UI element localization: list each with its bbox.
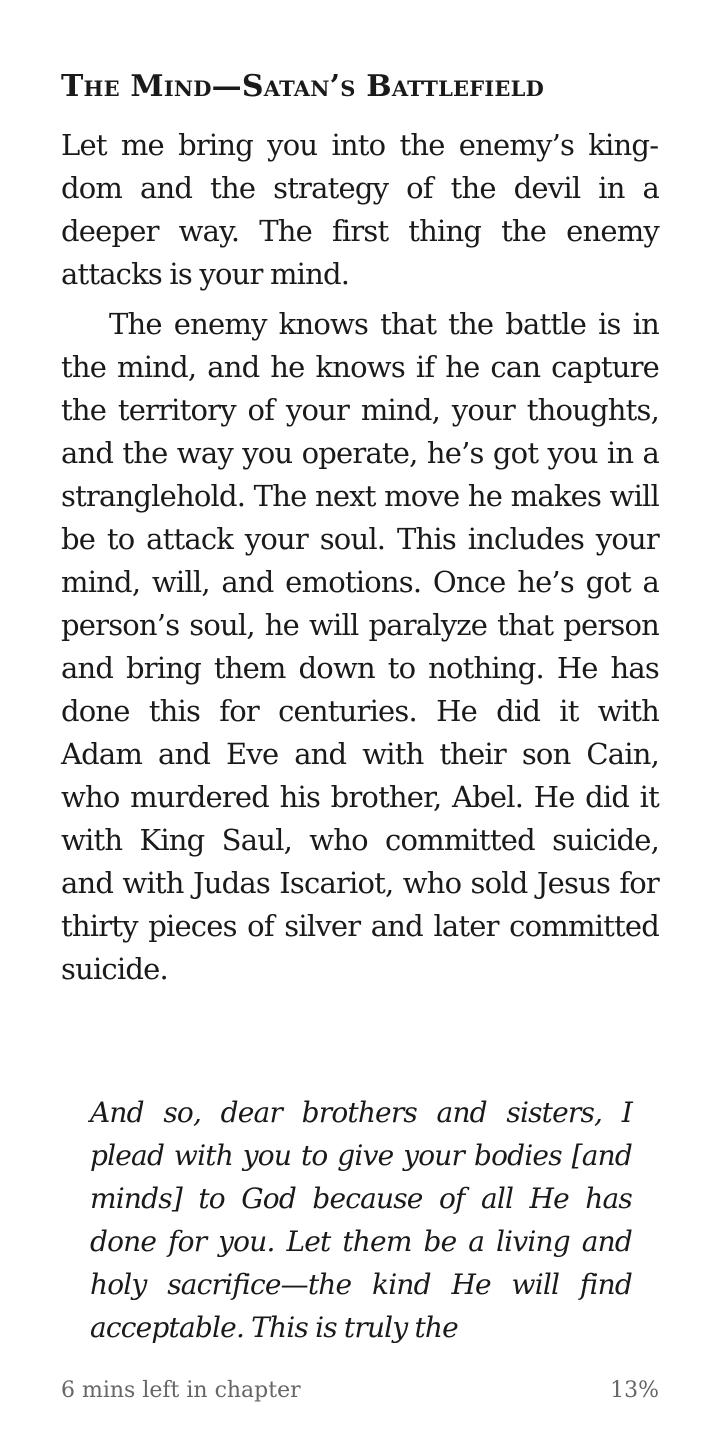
- scripture-quote: And so, dear brothers and sisters, I plead with you to give your bodies [and minds] to God because of all He has done for you. Let them be a living and holy sacrifice—the kind He will find acceptable. This is truly the: [90, 1096, 632, 1344]
- percent-read-label: 13%: [610, 1378, 659, 1403]
- paragraph-1: Let me bring you into the enemy’s kingdom and the strategy of the devil in a deeper way. The first thing the enemy attacks is your mind.: [61, 128, 659, 291]
- time-left-label: 6 mins left in chapter: [61, 1378, 301, 1403]
- section-heading: The Mind—Satan’s Battlefield: [61, 69, 544, 104]
- paragraph-2: The enemy knows that the battle is in the mind, and he knows if he can capture the territory of your mind, your thoughts, and the way you operate, he’s got you in a stranglehold. The next move he makes will be to attack your soul. This includes your mind, will, and emotions. Once he’s got a person’s soul, he will paralyze that person and bring them down to nothing. He has done this for centuries. He did it with Adam and Eve and with their son Cain, who murdered his brother, Abel. He did it with King Saul, who committed suicide, and with Judas Iscariot, who sold Jesus for thirty pieces of silver and later committed suicide.: [61, 307, 659, 986]
- chapter-body: [61, 60, 659, 991]
- reading-progress-footer: [61, 1378, 659, 1410]
